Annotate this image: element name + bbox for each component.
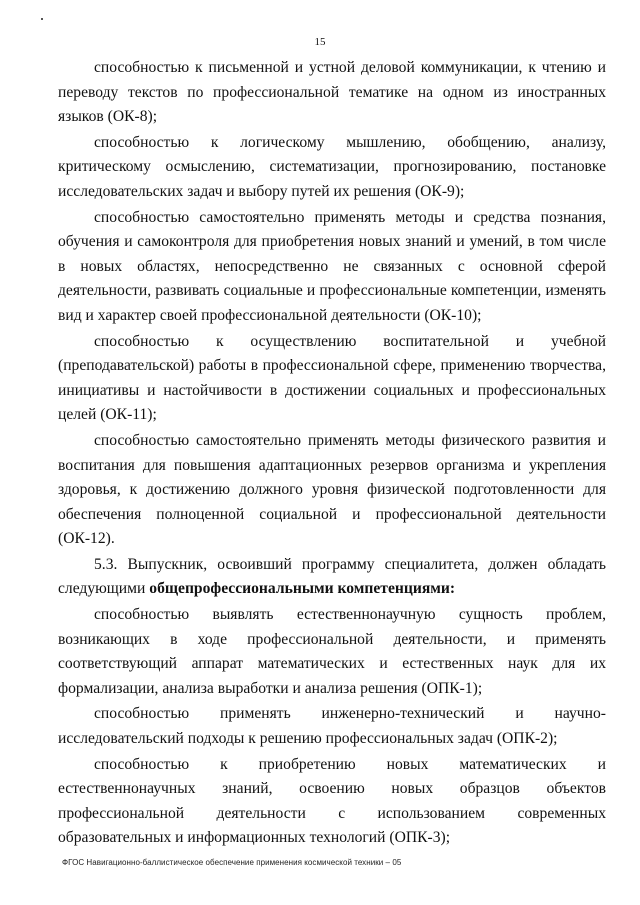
document-body — [58, 56, 606, 851]
document-footer: ФГОС Навигационно-баллистическое обеспечение применения космической техники – 05 — [62, 858, 402, 867]
paragraph-opk-2: способностью применять инженерно-технический и научно-исследовательский подходы к решению профессиональных задач (ОПК-2); — [58, 705, 606, 748]
scan-dot-mark — [41, 18, 43, 20]
paragraph-ok-8: способностью к письменной и устной деловой коммуникации, к чтению и переводу текстов по профессиональной тематике на одном из иностранных языков (ОК-8); — [58, 59, 606, 126]
section-bold-text: общепрофессиональными компетенциями: — [149, 580, 456, 598]
section-intro-text: 5.3. Выпускник, освоивший программу специалитета, должен обладать следующими — [58, 555, 606, 598]
paragraph-opk-1: способностью выявлять естественнонаучную сущность проблем, возникающих в ходе профессиональной деятельности, и применять соответствующий аппарат математических и естественных наук для их формализации, анализа выработки и анализа решения (ОПК-1); — [58, 606, 606, 697]
paragraph-ok-11: способностью к осуществлению воспитательной и учебной (преподавательской) работы в профессиональной сфере, применению творчества, инициативы и настойчивости в достижении социальных и профессиональных целей (ОК-11); — [58, 332, 606, 424]
page-number: 15 — [314, 36, 326, 48]
paragraph-ok-12: способностью самостоятельно применять методы физического развития и воспитания для повышения адаптационных резервов организма и укрепления здоровья, к достижению должного уровня физической подготовленности для обеспечения полноценной социальной и профессиональной деятельности (ОК-12). — [58, 431, 606, 548]
paragraph-ok-10: способностью самостоятельно применять методы и средства познания, обучения и самоконтроля для приобретения новых знаний и умений, в том числе в новых областях, непосредственно не связанных с основной сферой деятельности, развивать социальные и профессиональные компетенции, изменять вид и характер своей профессиональной деятельности (ОК-10); — [58, 208, 606, 324]
paragraph-opk-3: способностью к приобретению новых математических и естественнонаучных знаний, освоению новых образцов объектов профессиональной деятельности с использованием современных образовательных и информационных технологий (ОПК-3); — [58, 755, 606, 847]
section-heading-5-3 — [58, 553, 606, 602]
paragraph-ok-9: способностью к логическому мышлению, обобщению, анализу, критическому осмыслению, систематизации, прогнозированию, постановке исследовательских задач и выбору путей их решения (ОК-9); — [58, 133, 606, 200]
